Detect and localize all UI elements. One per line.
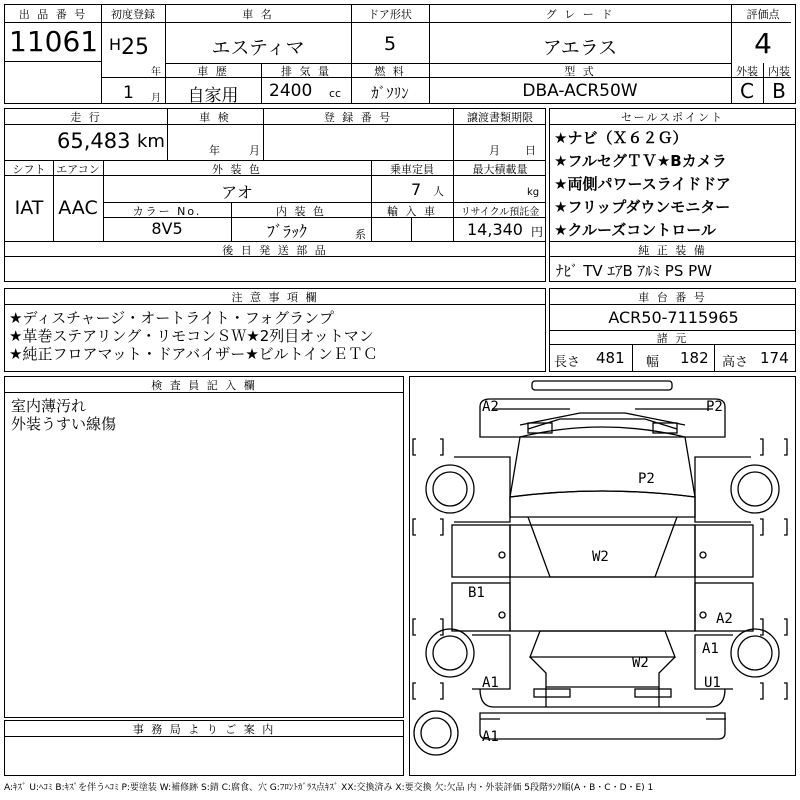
interior-grade: B xyxy=(772,79,786,103)
max-load-unit: kg xyxy=(527,187,540,198)
model-label: 型 式 xyxy=(564,65,596,78)
chassis-number: ACR50-7115965 xyxy=(608,308,739,327)
fuel: ｶﾞｿﾘﾝ xyxy=(371,84,409,102)
car-diagram-box xyxy=(409,376,796,776)
damage-mark: B1 xyxy=(468,585,485,601)
width: 182 xyxy=(680,349,709,367)
exterior-color-label: 外 装 色 xyxy=(212,163,262,176)
model-code: DBA-ACR50W xyxy=(522,81,638,101)
equipment: ﾅﾋﾞ TV ｴｱB ｱﾙﾐ PS PW xyxy=(556,262,712,280)
color-number-label: カラー No. xyxy=(132,205,202,218)
header-box xyxy=(4,4,796,104)
transfer-deadline-label: 譲渡書類期限 xyxy=(467,111,533,124)
later-docs-label: 後 日 発 送 部 品 xyxy=(222,244,328,257)
width-label: 幅 xyxy=(646,355,660,370)
shift-label: シフト xyxy=(12,163,46,176)
inspector-note: 室内薄汚れ xyxy=(11,397,87,415)
car-diagram xyxy=(410,377,795,775)
registration-number-label: 登 録 番 号 xyxy=(323,111,393,124)
transfer-month-unit: 月 xyxy=(489,144,500,157)
aircon-label: エアコン xyxy=(56,163,100,176)
office-notice-label: 事 務 局 よ り ご 案 内 xyxy=(132,723,276,736)
damage-mark: A2 xyxy=(482,399,499,415)
interior-grade-label: 内装 xyxy=(768,65,790,78)
month-unit: 月 xyxy=(151,93,161,104)
mileage: 65,483 xyxy=(57,129,131,153)
sales-point-item: ★フルセグＴＶ★Bカメラ xyxy=(554,152,727,170)
damage-mark: P2 xyxy=(706,399,723,415)
history-label: 車 歴 xyxy=(197,65,229,78)
fuel-label: 燃 料 xyxy=(374,65,406,78)
caution-item: ★純正フロアマット・ドアバイザー★ビルトインＥＴＣ xyxy=(9,345,378,363)
interior-color: ﾌﾞﾗｯｸ xyxy=(267,222,308,241)
sales-points-label: セールスポイント xyxy=(620,111,724,124)
caution-label: 注 意 事 項 欄 xyxy=(231,291,319,304)
capacity-label: 乗車定員 xyxy=(390,163,434,176)
history: 自家用 xyxy=(187,86,239,106)
capacity-unit: 人 xyxy=(433,185,444,198)
inspector-note: 外装うすい線傷 xyxy=(11,415,117,433)
door-type-label: ドア形状 xyxy=(368,8,412,21)
legend-footer: A:ｷｽﾞ U:ﾍｺﾐ B:ｷｽﾞを伴うﾍｺﾐ P:要塗装 W:補修跡 S:錆 C:腐食、穴 G:ﾌﾛﾝﾄｶﾞﾗｽ点ｷｽﾞ XX:交換済み X:要交換 欠:欠品 内・外装評価 5段階ﾗﾝｸ順(A・B・C・D・E) 1 xyxy=(4,783,654,793)
exterior-grade: C xyxy=(740,79,754,103)
sales-point-item: ★ナビ（Ｘ６２Ｇ） xyxy=(554,129,688,147)
sales-points-box xyxy=(549,108,796,282)
score-label: 評価点 xyxy=(746,8,780,21)
height: 174 xyxy=(760,349,789,367)
chassis-label: 車 台 番 号 xyxy=(638,291,707,304)
chassis-box xyxy=(549,288,796,372)
damage-mark: A2 xyxy=(716,611,733,627)
lot-number-label: 出 品 番 号 xyxy=(18,8,88,21)
office-box xyxy=(4,720,404,776)
year-unit: 年 xyxy=(151,67,161,78)
aircon: AAC xyxy=(58,197,98,219)
exterior-grade-label: 外装 xyxy=(736,65,758,78)
inspection-label: 車 検 xyxy=(199,111,231,124)
exterior-color: アオ xyxy=(221,183,253,202)
shift: IAT xyxy=(14,197,44,219)
damage-mark: W2 xyxy=(592,549,609,565)
lot-number: 11061 xyxy=(9,25,99,58)
sales-point-item: ★両側パワースライドドア xyxy=(554,175,731,193)
damage-mark: U1 xyxy=(704,675,721,691)
recycle-fee: 14,340 xyxy=(467,220,523,239)
grade: アエラス xyxy=(542,37,618,59)
displacement: 2400 xyxy=(269,81,313,101)
equipment-label: 純 正 装 備 xyxy=(638,244,707,257)
door-type: 5 xyxy=(383,33,397,55)
recycle-fee-label: リサイクル預託金 xyxy=(460,207,540,218)
mileage-unit: km xyxy=(137,131,165,152)
caution-item: ★革巻ステアリング・リモコンＳＷ★2列目オットマン xyxy=(9,327,374,345)
damage-mark: P2 xyxy=(638,471,655,487)
damage-mark: A1 xyxy=(702,641,719,657)
sales-point-item: ★クルーズコントロール xyxy=(554,221,716,239)
length-label: 長さ xyxy=(554,355,581,370)
damage-mark: W2 xyxy=(632,655,649,671)
inspection-year-unit: 年 xyxy=(209,144,220,157)
car-name: エスティマ xyxy=(211,37,305,59)
inspector-label: 検 査 員 記 入 欄 xyxy=(151,379,257,392)
import-label: 輸 入 車 xyxy=(387,205,437,218)
height-label: 高さ xyxy=(722,355,749,370)
damage-mark: A1 xyxy=(482,675,499,691)
recycle-fee-unit: 円 xyxy=(531,225,544,239)
sales-point-item: ★フリップダウンモニター xyxy=(554,198,731,216)
transfer-day-unit: 日 xyxy=(525,144,536,157)
capacity: 7 xyxy=(411,180,422,199)
max-load-label: 最大積載量 xyxy=(472,163,528,176)
car-name-label: 車 名 xyxy=(242,8,274,21)
caution-box xyxy=(4,288,546,372)
damage-mark: A1 xyxy=(482,729,499,745)
color-number: 8V5 xyxy=(151,219,183,238)
score: 4 xyxy=(754,27,772,60)
mileage-label: 走 行 xyxy=(70,111,102,124)
grade-label: グ レ ー ド xyxy=(545,8,615,21)
displacement-label: 排 気 量 xyxy=(281,65,331,78)
registration-month: 1 xyxy=(123,83,134,103)
displacement-unit: cc xyxy=(329,87,342,100)
interior-color-label: 内 装 色 xyxy=(276,205,326,218)
era-prefix: H xyxy=(109,35,122,54)
first-registration-label: 初度登録 xyxy=(111,8,155,21)
inspector-box xyxy=(4,376,404,718)
inspection-month-unit: 月 xyxy=(249,144,260,157)
registration-year: 25 xyxy=(121,35,149,60)
length: 481 xyxy=(596,349,625,367)
dimensions-label: 諸 元 xyxy=(656,332,689,345)
caution-item: ★ディスチャージ・オートライト・フォグランプ xyxy=(9,309,334,327)
vehicle-details-box xyxy=(4,108,546,282)
interior-color-suffix: 系 xyxy=(355,228,366,241)
